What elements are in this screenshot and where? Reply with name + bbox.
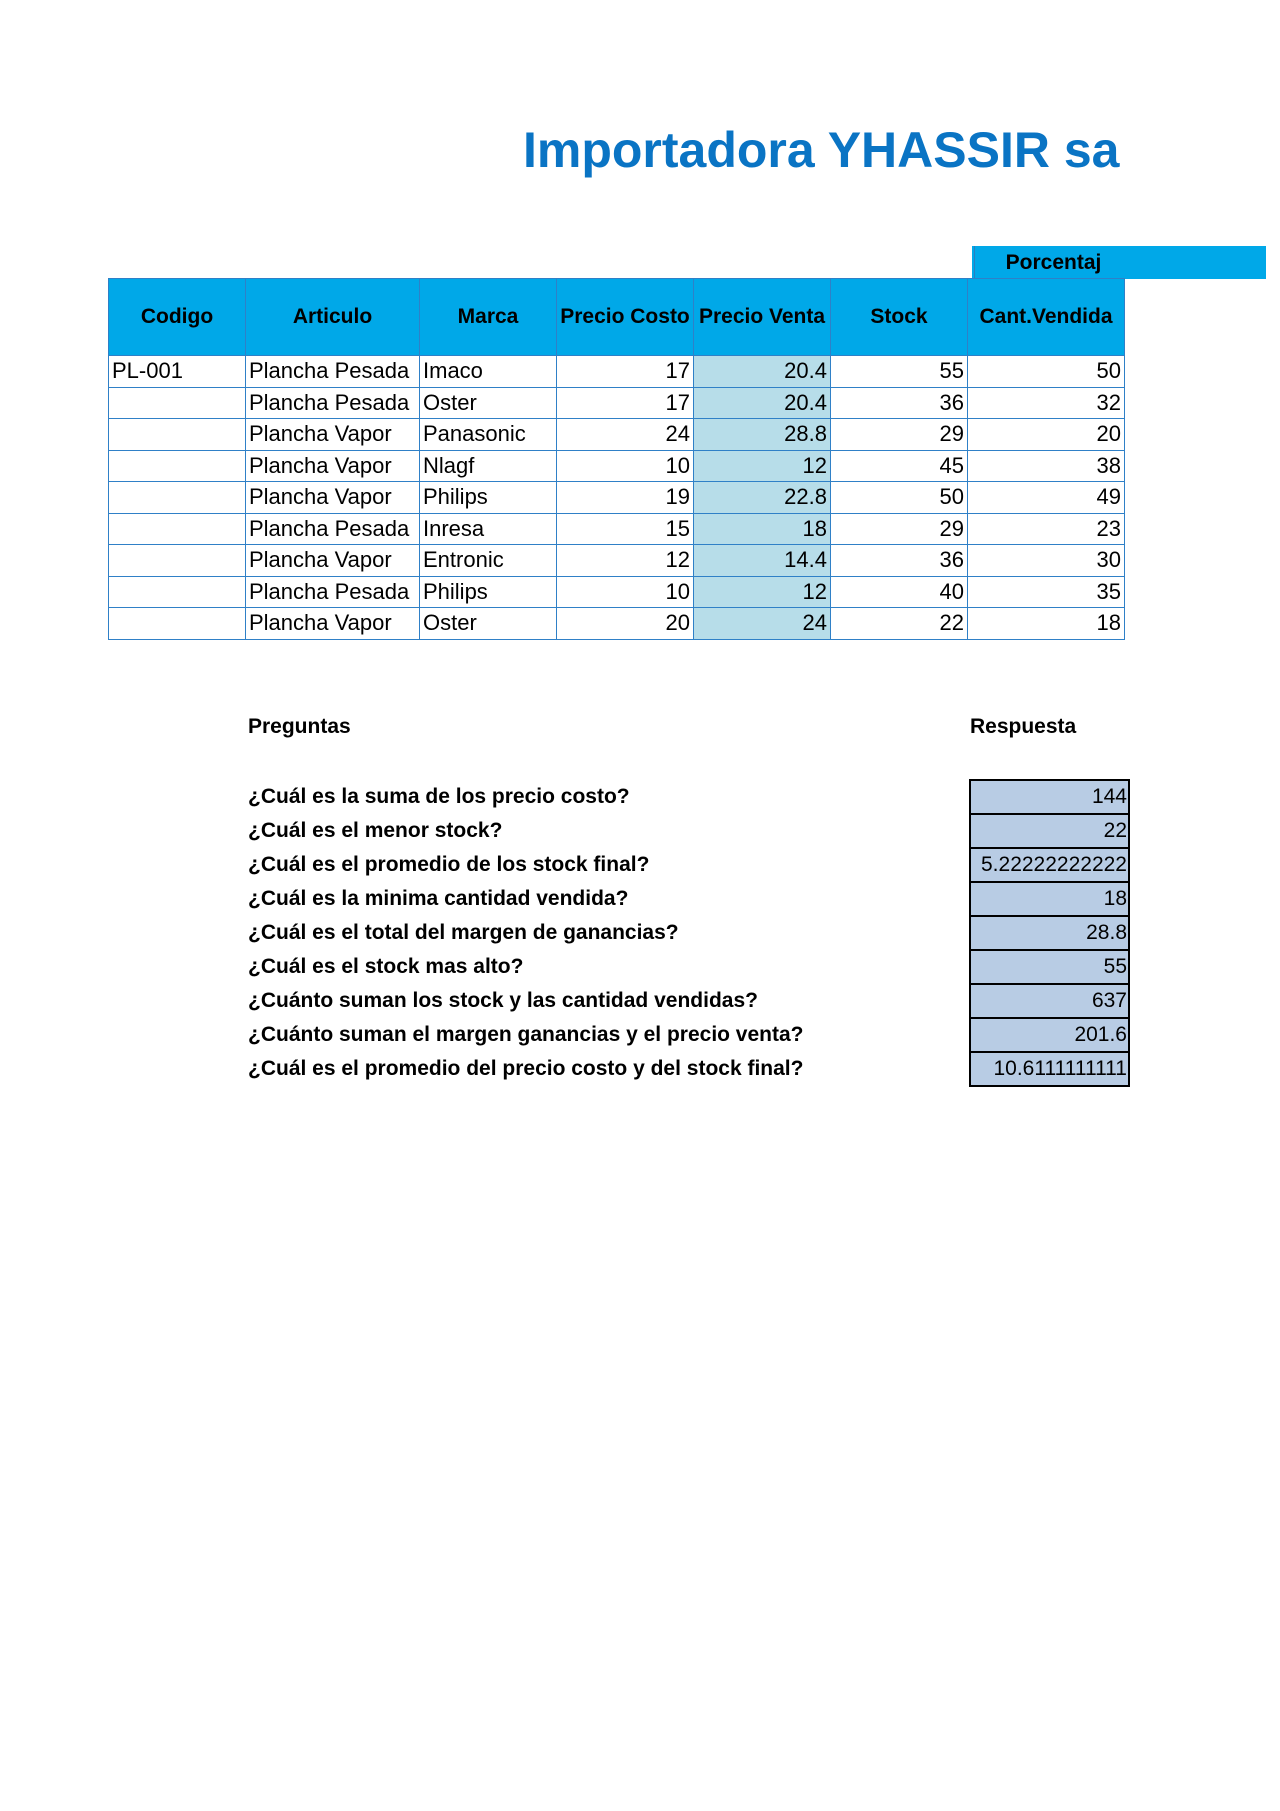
cell-stock[interactable]: 29 <box>831 419 968 451</box>
answer-cell[interactable]: 201.6 <box>971 1019 1128 1053</box>
cell-codigo[interactable]: PL-001 <box>109 356 246 388</box>
cell-cant-vendida[interactable]: 23 <box>968 513 1125 545</box>
col-header-precio-venta[interactable]: Precio Venta <box>694 279 831 356</box>
cell-cant-vendida[interactable]: 38 <box>968 450 1125 482</box>
cell-articulo[interactable]: Plancha Pesada <box>246 356 420 388</box>
cell-marca[interactable]: Nlagf <box>420 450 557 482</box>
cell-precio-venta[interactable]: 28.8 <box>694 419 831 451</box>
cell-marca[interactable]: Panasonic <box>420 419 557 451</box>
cell-articulo[interactable]: Plancha Vapor <box>246 419 420 451</box>
cell-precio-costo[interactable]: 20 <box>557 608 694 640</box>
cell-precio-venta[interactable]: 20.4 <box>694 356 831 388</box>
cell-precio-venta[interactable]: 18 <box>694 513 831 545</box>
table-row <box>109 419 1125 451</box>
question-item[interactable]: ¿Cuál es el promedio del precio costo y del stock final? <box>248 1057 804 1080</box>
question-item[interactable]: ¿Cuál es la suma de los precio costo? <box>248 785 630 808</box>
cell-marca[interactable]: Entronic <box>420 545 557 577</box>
question-item[interactable]: ¿Cuál es el promedio de los stock final? <box>248 853 650 876</box>
cell-articulo[interactable]: Plancha Vapor <box>246 545 420 577</box>
cell-codigo[interactable] <box>109 608 246 640</box>
col-header-stock[interactable]: Stock <box>831 279 968 356</box>
cell-codigo[interactable] <box>109 450 246 482</box>
cell-articulo[interactable]: Plancha Pesada <box>246 387 420 419</box>
cell-precio-costo[interactable]: 12 <box>557 545 694 577</box>
answer-cell[interactable]: 10.6111111111 <box>971 1053 1128 1085</box>
cell-marca[interactable]: Imaco <box>420 356 557 388</box>
answer-cell[interactable]: 637 <box>971 985 1128 1019</box>
table-row <box>109 450 1125 482</box>
questions-header[interactable]: Preguntas <box>248 715 351 738</box>
answer-cell[interactable]: 18 <box>971 883 1128 917</box>
cell-codigo[interactable] <box>109 545 246 577</box>
answers-list <box>969 779 1130 1087</box>
col-header-marca[interactable]: Marca <box>420 279 557 356</box>
col-header-cant-vendida[interactable]: Cant.Vendida <box>968 279 1125 356</box>
cell-marca[interactable]: Philips <box>420 576 557 608</box>
cell-marca[interactable]: Philips <box>420 482 557 514</box>
table-row <box>109 513 1125 545</box>
questions-list <box>248 780 948 1086</box>
cell-articulo[interactable]: Plancha Pesada <box>246 576 420 608</box>
cell-cant-vendida[interactable]: 20 <box>968 419 1125 451</box>
cell-precio-costo[interactable]: 24 <box>557 419 694 451</box>
percentage-header-label[interactable]: Porcentaj <box>974 246 1132 279</box>
cell-precio-venta[interactable]: 24 <box>694 608 831 640</box>
cell-articulo[interactable]: Plancha Vapor <box>246 482 420 514</box>
table-row <box>109 387 1125 419</box>
cell-cant-vendida[interactable]: 30 <box>968 545 1125 577</box>
cell-precio-venta[interactable]: 20.4 <box>694 387 831 419</box>
cell-stock[interactable]: 29 <box>831 513 968 545</box>
table-row <box>109 576 1125 608</box>
answer-cell[interactable]: 28.8 <box>971 917 1128 951</box>
cell-precio-venta[interactable]: 22.8 <box>694 482 831 514</box>
table-row <box>109 482 1125 514</box>
question-item[interactable]: ¿Cuál es el stock mas alto? <box>248 955 524 978</box>
cell-precio-costo[interactable]: 19 <box>557 482 694 514</box>
cell-precio-costo[interactable]: 17 <box>557 356 694 388</box>
cell-precio-venta[interactable]: 12 <box>694 450 831 482</box>
cell-precio-venta[interactable]: 12 <box>694 576 831 608</box>
cell-stock[interactable]: 40 <box>831 576 968 608</box>
question-item[interactable]: ¿Cuánto suman el margen ganancias y el precio venta? <box>248 1023 804 1046</box>
cell-stock[interactable]: 45 <box>831 450 968 482</box>
answer-cell[interactable]: 144 <box>971 781 1128 815</box>
cell-codigo[interactable] <box>109 513 246 545</box>
answer-cell[interactable]: 55 <box>971 951 1128 985</box>
table-row <box>109 608 1125 640</box>
cell-stock[interactable]: 36 <box>831 387 968 419</box>
col-header-codigo[interactable]: Codigo <box>109 279 246 356</box>
question-item[interactable]: ¿Cuál es el menor stock? <box>248 819 503 842</box>
cell-cant-vendida[interactable]: 32 <box>968 387 1125 419</box>
cell-cant-vendida[interactable]: 18 <box>968 608 1125 640</box>
cell-codigo[interactable] <box>109 576 246 608</box>
product-table <box>108 278 1125 640</box>
cell-cant-vendida[interactable]: 50 <box>968 356 1125 388</box>
answer-cell[interactable]: 5.22222222222 <box>971 849 1128 883</box>
cell-precio-venta[interactable]: 14.4 <box>694 545 831 577</box>
cell-codigo[interactable] <box>109 419 246 451</box>
question-item[interactable]: ¿Cuánto suman los stock y las cantidad vendidas? <box>248 989 758 1012</box>
col-header-articulo[interactable]: Articulo <box>246 279 420 356</box>
cell-marca[interactable]: Oster <box>420 387 557 419</box>
cell-precio-costo[interactable]: 15 <box>557 513 694 545</box>
cell-marca[interactable]: Inresa <box>420 513 557 545</box>
cell-articulo[interactable]: Plancha Pesada <box>246 513 420 545</box>
sheet-title: Importadora YHASSIR sa <box>523 122 1120 178</box>
cell-precio-costo[interactable]: 17 <box>557 387 694 419</box>
cell-cant-vendida[interactable]: 35 <box>968 576 1125 608</box>
cell-articulo[interactable]: Plancha Vapor <box>246 450 420 482</box>
cell-stock[interactable]: 22 <box>831 608 968 640</box>
cell-precio-costo[interactable]: 10 <box>557 450 694 482</box>
cell-stock[interactable]: 36 <box>831 545 968 577</box>
table-row <box>109 356 1125 388</box>
answers-header[interactable]: Respuesta <box>970 715 1077 738</box>
cell-marca[interactable]: Oster <box>420 608 557 640</box>
cell-codigo[interactable] <box>109 482 246 514</box>
table-header-row <box>109 279 1125 356</box>
question-item[interactable]: ¿Cuál es la minima cantidad vendida? <box>248 887 629 910</box>
cell-stock[interactable]: 50 <box>831 482 968 514</box>
col-header-precio-costo[interactable]: Precio Costo <box>557 279 694 356</box>
table-row <box>109 545 1125 577</box>
question-item[interactable]: ¿Cuál es el total del margen de ganancias? <box>248 921 679 944</box>
cell-articulo[interactable]: Plancha Vapor <box>246 608 420 640</box>
answer-cell[interactable]: 22 <box>971 815 1128 849</box>
cell-stock[interactable]: 55 <box>831 356 968 388</box>
cell-codigo[interactable] <box>109 387 246 419</box>
cell-cant-vendida[interactable]: 49 <box>968 482 1125 514</box>
cell-precio-costo[interactable]: 10 <box>557 576 694 608</box>
